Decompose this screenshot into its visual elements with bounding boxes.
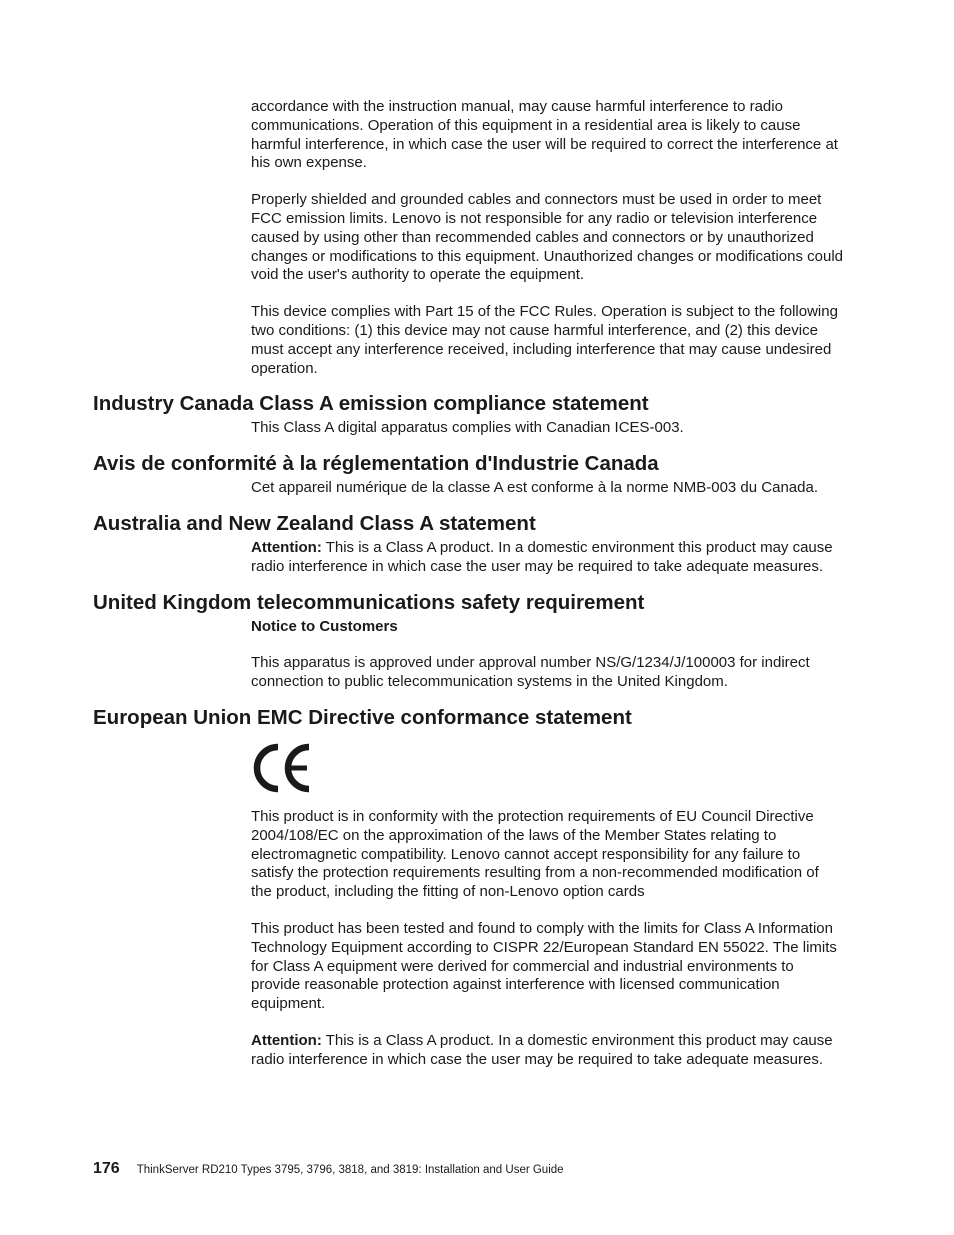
avis-heading: Avis de conformité à la réglementation d'Industrie Canada bbox=[93, 452, 659, 476]
australia-attention bbox=[251, 539, 843, 577]
page-number: 176 bbox=[93, 1160, 120, 1177]
uk-notice-title bbox=[251, 618, 843, 637]
canada-heading: Industry Canada Class A emission compliance statement bbox=[93, 392, 649, 416]
attention-text: This is a Class A product. In a domestic environment this product may cause radio interference in which case the user may be required to take adequate measures. bbox=[251, 538, 833, 575]
intro-paragraph-3: This device complies with Part 15 of the FCC Rules. Operation is subject to the following two conditions: (1) this device may not cause harmful interference, and (2) this device must accept any interference received, including interference that may cause undesired operation. bbox=[251, 303, 838, 377]
attention-label: Attention: bbox=[251, 538, 322, 556]
eu-attention bbox=[251, 1032, 843, 1070]
canada-section bbox=[251, 419, 843, 438]
fcc-continued-section bbox=[251, 98, 843, 378]
attention-label: Attention: bbox=[251, 1031, 322, 1049]
page-footer bbox=[93, 1160, 564, 1178]
page-content bbox=[0, 98, 954, 1070]
eu-paragraph-2: This product has been tested and found to comply with the limits for Class A Information Technology Equipment according to CISPR 22/European Standard EN 55022. The limits for Class A equipment were derived for commercial and industrial environments to provide reasonable protection against interference with licensed communication equipment. bbox=[251, 919, 837, 1013]
avis-section bbox=[251, 479, 843, 498]
eu-paragraph-1: This product is in conformity with the protection requirements of EU Council Directive 2004/108/EC on the approximation of the laws of the Member States relating to electromagnetic compatibility. Lenovo cannot accept responsibility for any failure to satisfy the protection requirements resulting from a non-recommended modification of the product, including the fitting of non-Lenovo option cards bbox=[251, 807, 819, 901]
eu-heading: European Union EMC Directive conformance statement bbox=[93, 705, 632, 729]
notice-label: Notice to Customers bbox=[251, 617, 398, 635]
australia-section bbox=[251, 539, 843, 577]
canada-text: This Class A digital apparatus complies with Canadian ICES-003. bbox=[251, 419, 684, 437]
intro-paragraph-2: Properly shielded and grounded cables and connectors must be used in order to meet FCC emission limits. Lenovo is not responsible for any radio or television interference caused by using other than recommended cables and connectors or by unauthorized changes or modifications to this equipment. Unauthorized changes or modifications could void the user's authority to operate the equipment. bbox=[251, 191, 844, 284]
avis-text: Cet appareil numérique de la classe A est conforme à la norme NMB-003 du Canada. bbox=[251, 479, 818, 497]
footer-title: ThinkServer RD210 Types 3795, 3796, 3818, and 3819: Installation and User Guide bbox=[136, 1164, 564, 1176]
australia-heading: Australia and New Zealand Class A statement bbox=[93, 511, 536, 535]
ce-mark-icon bbox=[251, 742, 313, 794]
uk-section bbox=[251, 618, 843, 692]
uk-heading: United Kingdom telecommunications safety requirement bbox=[93, 590, 645, 614]
eu-section bbox=[251, 742, 843, 1070]
uk-text: This apparatus is approved under approval number NS/G/1234/J/100003 for indirect connection to public telecommunication systems in the United Kingdom. bbox=[251, 654, 810, 691]
attention-text: This is a Class A product. In a domestic environment this product may cause radio interference in which case the user may be required to take adequate measures. bbox=[251, 1031, 833, 1068]
intro-paragraph-1: accordance with the instruction manual, may cause harmful interference to radio communications. Operation of this equipment in a residential area is likely to cause harmful interference, in which case the user will be required to correct the interference at his own expense. bbox=[251, 98, 838, 172]
